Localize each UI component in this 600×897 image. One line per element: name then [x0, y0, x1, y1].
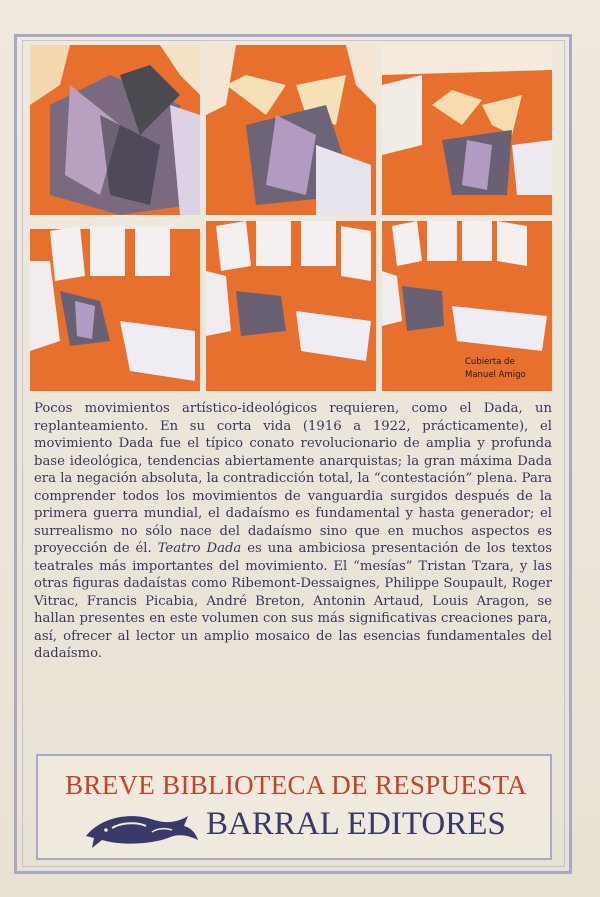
- book-title-italic: Teatro Dada: [157, 541, 242, 556]
- book-description: [34, 400, 552, 663]
- publisher-name: BARRAL EDITORES: [206, 806, 506, 842]
- artwork-panel-3: [382, 45, 552, 215]
- cover-art-credit: [465, 356, 545, 382]
- artwork-panel-2: [206, 45, 376, 215]
- artwork-panel-5: [206, 221, 376, 391]
- credit-line-2: Manuel Amigo: [465, 370, 526, 380]
- description-part-1: Pocos movimientos artístico-ideológicos requieren, como el Dada, un replanteamiento. En su corta vida (1916 a 1922, prácticamente), el movimiento Dada fue el típico conato revolucionario de amplia y profunda base ideológica, tendencias abiertamente anarquistas; la gran máxima Dada era la negación absoluta, la contradicción total, la “contestación” plena. Para comprender todos los movimientos de vanguardia surgidos después de la primera guerra mundial, el dadaísmo es fundamental y hasta generador; el surrealismo no sólo nace del dadaísmo sino que en muchos aspectos es proyección de él.: [34, 401, 552, 556]
- artwork-panel-4: [30, 221, 200, 391]
- description-part-2: es una ambiciosa presentación de los textos teatrales más importantes del movimiento. El “mesías” Tristan Tzara, y las otras figuras dadaístas como Ribemont-Dessaignes, Philippe Soupault, Roger Vitrac, Francis Picabia, André Breton, Antonin Artaud, Louis Aragon, se hallan presentes en este volumen con sus más significativas creaciones para, así, ofrecer al lector un amplio mosaico de las esencias fundamentales del dadaísmo.: [34, 541, 552, 661]
- publisher-box: [36, 754, 552, 860]
- cover-artwork-grid: [30, 45, 552, 391]
- credit-line-1: Cubierta de: [465, 357, 515, 367]
- series-title: BREVE BIBLIOTECA DE RESPUESTA: [65, 770, 527, 800]
- artwork-panel-1: [30, 45, 200, 215]
- dolphin-logo-icon: [82, 806, 202, 850]
